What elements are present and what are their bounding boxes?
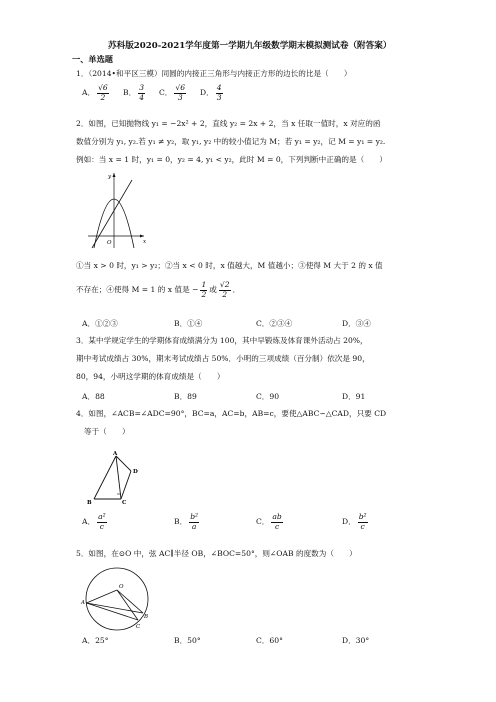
q2-fig-label-y: y (108, 174, 112, 180)
q5-circle-figure (80, 566, 152, 634)
q5-option-c: C．60° (256, 636, 283, 645)
q3-option-a: A．88 (82, 392, 105, 401)
q2-fig-label-x: x (143, 239, 147, 245)
q3-line-1: 3．某中学规定学生的学期体育成绩满分为 100，其中早锻炼及体育课外活动占 20%， (76, 336, 368, 345)
q5-option-b: B．50° (174, 636, 201, 645)
q4-triangle-figure (84, 449, 148, 507)
q4-option-d: D． $\frac{\text{b²}}{c}$ (342, 512, 367, 531)
q2-option-d: D．③④ (342, 319, 371, 328)
q2-line-3: 例如：当 x = 1 时，y₁ = 0，y₂ = 4, y₁ < y₂，此时 M = 0，下列判断中正确的是（ ） (76, 155, 387, 164)
q2-option-a: A．①②③ (82, 319, 118, 328)
q2-statements-1: ①当 x > 0 时，y₁ > y₂；②当 x < 0 时，x 值越大，M 值越小；③使得 M 大于 2 的 x 值 (76, 261, 383, 270)
q3-line-3: 80，94，小明这学期的体育成绩是（ ） (76, 372, 225, 381)
q1-stem: 1．（2014•和平区三模）同圆的内接正三角形与内接正方形的边长的比是（ ） (76, 69, 352, 78)
section-heading: 一、单选题 (72, 54, 113, 64)
q5-option-d: D．30° (342, 636, 370, 645)
q1-option-c: C． $\frac{√6}{3}$ (159, 83, 186, 102)
q1-option-d: D． $\frac{4}{3}$ (200, 83, 222, 102)
q5-fig-label-o: O (119, 584, 124, 590)
q3-line-2: 期中考试成绩占 30%，期末考试成绩占 50%．小明的三项成绩（百分制）依次是 90， (76, 354, 370, 363)
q5-line-1: 5．如图，在⊙O 中，弦 AC∥半径 OB，∠BOC=50°，则∠OAB 的度数为（ ） (76, 549, 357, 558)
q3-option-c: C．90 (256, 392, 280, 401)
q2-line-2: 数值分别为 y₁, y₂.若 y₁ ≠ y₂，取 y₁, y₂ 中的较小值记为 M；若 y₁ = y₂，记 M = y₁ = y₂. (76, 137, 386, 146)
q4-line-2: 等于（ ） (84, 427, 130, 436)
q5-option-a: A．25° (82, 636, 109, 645)
q4-fig-label-a: A (113, 451, 118, 457)
q4-option-b: B． $\frac{\text{b²}}{a}$ (174, 512, 199, 531)
q2-line-1: 2．如图，已知抛物线 y₁ = −2x² + 2，直线 y₂ = 2x + 2，当 x 任取一值时，x 对应的函 (76, 119, 381, 128)
q2-fig-label-o: O (107, 240, 112, 246)
q4-option-c: C． $\frac{ab}{c}$ (256, 512, 282, 531)
q5-fig-label-b: B (144, 614, 149, 620)
q2-statements-2: 不存在；④使得 M = 1 的 x 值是 − $\frac{1}{2}$ 或 $\frac{√2}{2}$ ． (76, 280, 241, 299)
q2-option-c: C．②③④ (256, 319, 293, 328)
q4-line-1: 4．如图，∠ACB=∠ADC=90°，BC=a，AC=b，AB=c，要使△ABC∽△CAD，只要 CD (76, 409, 387, 418)
q5-fig-label-a: A (81, 600, 85, 606)
q1-option-a: A． $\frac{√6}{2}$ (82, 83, 108, 102)
q4-option-a: A． $\frac{\text{a²}}{c}$ (82, 512, 106, 531)
q2-option-b: B．①④ (174, 319, 203, 328)
page-title: 苏科版2020-2021学年度第一学期九年级数学期末模拟测试卷（附答案） (108, 41, 392, 51)
q3-option-b: B．89 (174, 392, 197, 401)
q4-fig-label-c: C (122, 500, 127, 506)
q5-fig-label-c: C (136, 624, 141, 630)
q1-option-b: B． $\frac{3}{4}$ (123, 83, 145, 102)
q2-parabola-figure (86, 170, 148, 250)
q3-option-d: D．91 (342, 392, 366, 401)
q4-fig-label-b: B (87, 500, 92, 506)
q4-fig-label-d: D (133, 469, 138, 475)
